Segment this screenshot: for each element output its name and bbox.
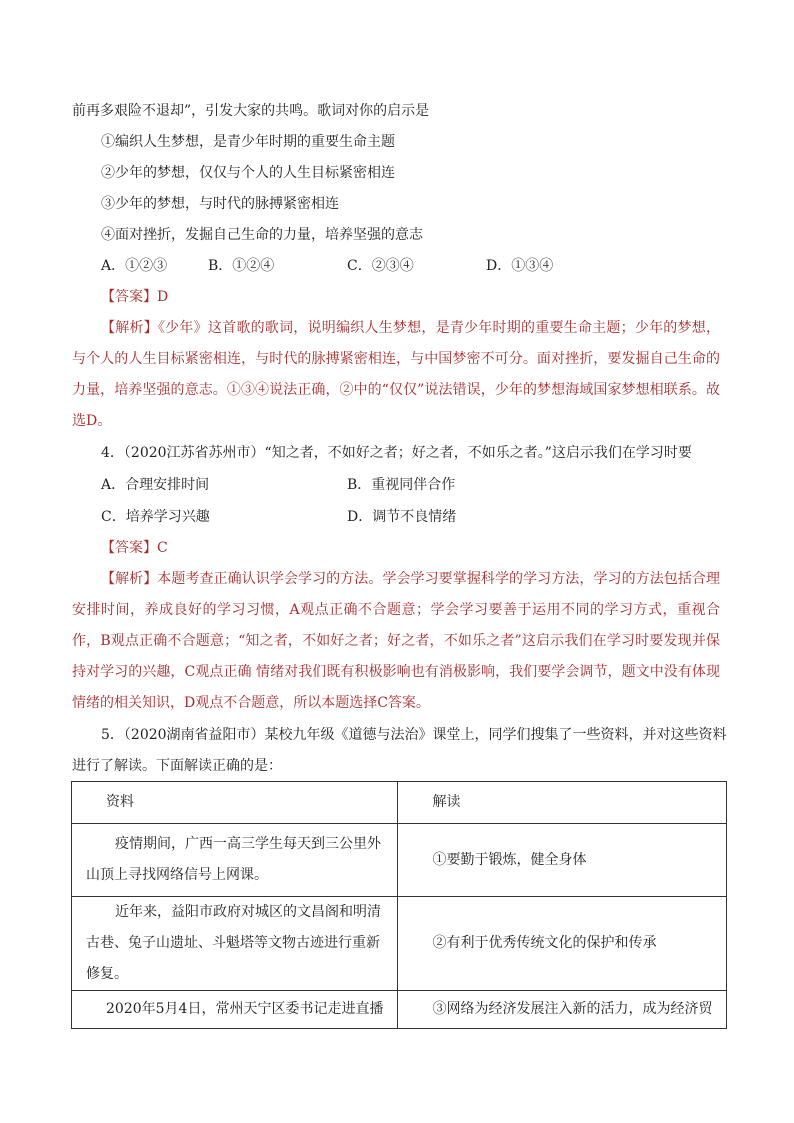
q3-stem-tail: 前再多艰险不退却”，引发大家的共鸣。歌词对你的启示是 [72,103,430,119]
q4-option-a: A．合理安排时间 [101,477,210,493]
q4-analysis-label: 【解析】 [101,571,158,587]
table-row-3-material: 2020年5月4日，常州天宁区委书记走进直播 [106,1001,384,1017]
q3-item-1: ①编织人生梦想，是青少年时期的重要生命主题 [101,134,395,150]
table-row [72,897,727,991]
q4-answer-label: 【答案】 [101,540,157,556]
q4-analysis-text: 本题考查正确认识学会学习的方法。学会学习要掌握科学的学习方法，学习的方法包括合理安排时间，养成良好的学习习惯，A观点正确不合题意；学会学习要善于运用不同的学习方式，重视合作，B观点正确不合题意；“知之者，不如好之者；好之者，不如乐之者”这启示我们在学习时要发现并保持对学习的兴趣，C观点正确 情绪对我们既有积极影响也有消极影响，我们要学会调节，题文中没有体现情绪的相关知识，D观点不合题意，所以本题选择C答案。 [72,571,720,711]
table-row [72,991,727,1029]
table-header-interpretation: 解读 [432,794,461,810]
q4-analysis [72,564,720,719]
q4-option-c: C．培养学习兴趣 [101,509,210,525]
table-row-2-interpretation: ②有利于优秀传统文化的保护和传承 [432,935,657,951]
q3-item-2: ②少年的梦想，仅仅与个人的人生目标紧密相连 [101,165,395,181]
table-row-1-material: 疫情期间，广西一高三学生每天到三公里外山顶上寻找网络信号上网课。 [86,836,381,883]
q4-stem: 4．（2020江苏省苏州市）“知之者，不如好之者；好之者，不如乐之者。”这启示我们在学习时要 [101,445,692,461]
q3-item-4: ④面对挫折，发掘自己生命的力量，培养坚强的意志 [101,227,423,243]
q3-analysis-text: 《少年》这首歌的歌词，说明编织人生梦想，是青少年时期的重要生命主题；少年的梦想，与个人的人生目标紧密相连，与时代的脉搏紧密相连，与中国梦密不可分。面对挫折，要发掘自己生命的力量，培养坚强的意志。①③④说法正确，②中的“仅仅”说法错误，少年的梦想海域国家梦想相联系。故选D。 [72,320,721,429]
table-header-row [72,782,727,824]
table-header-materials: 资料 [106,794,134,810]
q3-item-3: ③少年的梦想，与时代的脉搏紧密相连 [101,196,339,212]
q3-option-c: C．②③④ [347,258,414,274]
q4-answer-value: C [157,540,168,556]
q3-option-d: D．①③④ [486,258,554,274]
q4-answer [101,538,168,558]
q3-option-b: B．①②④ [208,258,275,274]
q5-stem-line-1: 5．（2020湖南省益阳市）某校九年级《道德与法治》课堂上，同学们搜集了一些资料，并对这些资料 [101,727,727,743]
q3-analysis [72,313,720,437]
q5-stem-line-2: 进行了解读。下面解读正确的是： [72,758,282,774]
q4-option-d: D．调节不良情绪 [347,509,457,525]
table-row-2-material: 近年来，益阳市政府对城区的文昌阁和明清古巷、兔子山遗址、斗魁塔等文物古迹进行重新修复。 [86,904,381,982]
table-row-3-interpretation: ③网络为经济发展注入新的活力，成为经济贸 [432,1001,713,1017]
table-row [72,824,727,897]
table-row-1-interpretation: ①要勤于锻炼，健全身体 [432,851,587,868]
q3-answer-value: D [157,289,169,305]
q3-answer-label: 【答案】 [101,289,157,305]
q3-option-a: A．①②③ [101,258,168,274]
q3-answer [101,287,168,307]
q3-analysis-label: 【解析】 [101,320,158,336]
q4-option-b: B．重视同伴合作 [347,477,456,493]
q5-materials-table [71,781,727,1029]
